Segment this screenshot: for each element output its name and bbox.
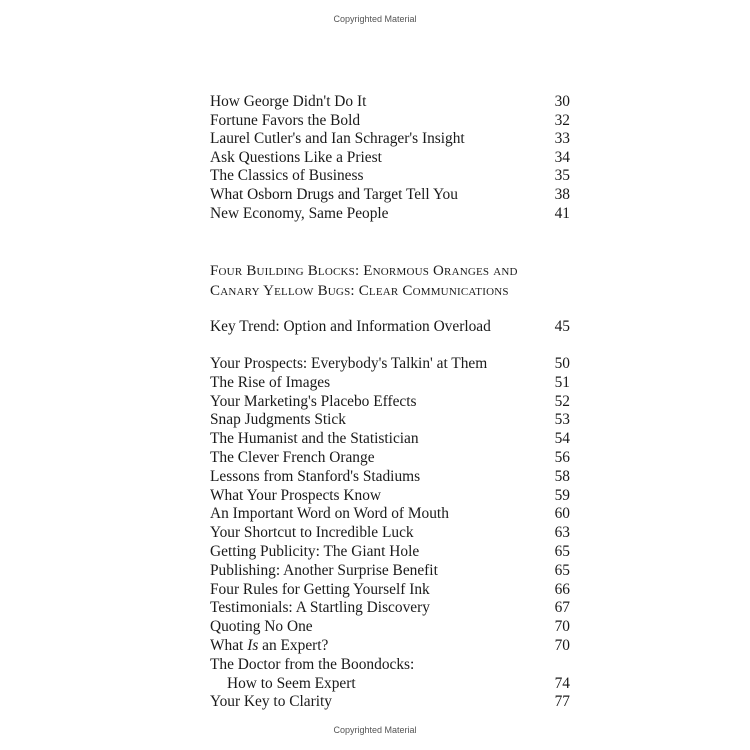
toc-entry[interactable] — [210, 449, 570, 468]
entry-page: 54 — [554, 430, 570, 448]
entry-title: New Economy, Same People — [210, 204, 389, 222]
toc-entry[interactable] — [210, 374, 570, 393]
entry-page: 34 — [554, 148, 570, 166]
entry-title: Getting Publicity: The Giant Hole — [210, 542, 420, 560]
entry-page: 56 — [554, 448, 570, 466]
copyright-notice-top: Copyrighted Material — [333, 14, 417, 24]
chapter-heading-line-2: Canary Yellow Bugs: Clear Communications — [210, 283, 509, 299]
toc-entry[interactable] — [210, 430, 570, 449]
entry-title: How George Didn't Do It — [210, 93, 367, 110]
toc-entry[interactable] — [210, 393, 570, 412]
entry-title-italic: Is — [247, 636, 259, 654]
entry-title: Your Prospects: Everybody's Talkin' at Them — [210, 355, 488, 372]
toc-entry[interactable] — [210, 487, 570, 506]
toc-entry[interactable] — [210, 112, 570, 131]
toc-entry[interactable] — [210, 524, 570, 543]
entry-page: 66 — [554, 580, 570, 598]
entry-page: 77 — [554, 693, 570, 711]
entry-title — [210, 637, 328, 656]
entry-page: 41 — [554, 204, 570, 222]
entry-title: The Classics of Business — [210, 167, 364, 185]
entry-title: Four Rules for Getting Yourself Ink — [210, 580, 430, 598]
toc-entry[interactable] — [210, 205, 570, 224]
entry-title: Ask Questions Like a Priest — [210, 148, 382, 166]
toc-entry[interactable] — [210, 167, 570, 186]
toc-section-2 — [210, 355, 570, 712]
entry-title: Fortune Favors the Bold — [210, 111, 361, 129]
entry-title: What Osborn Drugs and Target Tell You — [210, 185, 458, 203]
entry-title: Your Key to Clarity — [210, 693, 332, 711]
toc-entry[interactable] — [210, 355, 570, 374]
toc-entry[interactable] — [210, 468, 570, 487]
toc-entry[interactable] — [210, 599, 570, 618]
entry-title: What Your Prospects Know — [210, 486, 382, 504]
toc-entry[interactable] — [210, 693, 570, 712]
chapter-heading-line-1: Four Building Blocks: Enormous Oranges and — [210, 263, 518, 279]
entry-title: The Doctor from the Boondocks: — [210, 655, 415, 673]
entry-page: 70 — [554, 618, 570, 636]
entry-title: Your Marketing's Placebo Effects — [210, 392, 417, 410]
entry-page: 30 — [554, 93, 570, 110]
entry-title: Testimonials: A Startling Discovery — [210, 599, 430, 617]
entry-title: How to Seem Expert — [227, 674, 356, 692]
entry-title: The Rise of Images — [210, 373, 331, 391]
toc-entry[interactable] — [210, 656, 570, 675]
entry-page: 58 — [554, 467, 570, 485]
entry-title: Publishing: Another Surprise Benefit — [210, 561, 438, 579]
copyright-notice-bottom: Copyrighted Material — [333, 725, 417, 735]
toc-entry[interactable] — [210, 93, 570, 112]
entry-page: 35 — [554, 167, 570, 185]
entry-title: Your Shortcut to Incredible Luck — [210, 524, 414, 542]
toc-entry[interactable] — [210, 637, 570, 656]
toc-entry[interactable] — [210, 186, 570, 205]
entry-title: An Important Word on Word of Mouth — [210, 505, 449, 523]
key-trend-entry — [210, 318, 570, 337]
entry-title-part: an Expert? — [258, 636, 329, 654]
entry-page: 51 — [554, 373, 570, 391]
toc-entry[interactable] — [210, 562, 570, 581]
entry-page: 45 — [554, 318, 570, 335]
toc-entry[interactable] — [210, 543, 570, 562]
chapter-heading — [210, 261, 518, 301]
entry-page: 38 — [554, 185, 570, 203]
entry-page: 50 — [554, 355, 570, 372]
toc-entry[interactable] — [210, 130, 570, 149]
entry-page: 53 — [554, 411, 570, 429]
entry-title: Quoting No One — [210, 618, 313, 636]
entry-page: 32 — [554, 111, 570, 129]
toc-entry[interactable] — [210, 149, 570, 168]
entry-page: 63 — [554, 524, 570, 542]
entry-page: 70 — [554, 636, 570, 654]
toc-section-1 — [210, 93, 570, 223]
entry-title: Key Trend: Option and Information Overload — [210, 318, 491, 335]
entry-title: Snap Judgments Stick — [210, 411, 346, 429]
entry-title: Lessons from Stanford's Stadiums — [210, 467, 421, 485]
entry-page: 74 — [554, 674, 570, 692]
entry-title: The Clever French Orange — [210, 448, 375, 466]
entry-title-part: What — [210, 636, 248, 654]
toc-entry[interactable] — [210, 675, 570, 694]
entry-page: 52 — [554, 392, 570, 410]
toc-entry[interactable] — [210, 505, 570, 524]
toc-entry[interactable] — [210, 581, 570, 600]
entry-page: 65 — [554, 561, 570, 579]
entry-title: The Humanist and the Statistician — [210, 430, 419, 448]
entry-title: Laurel Cutler's and Ian Schrager's Insight — [210, 130, 465, 148]
toc-entry[interactable] — [210, 618, 570, 637]
entry-page: 65 — [554, 542, 570, 560]
entry-page: 33 — [554, 130, 570, 148]
entry-page: 60 — [554, 505, 570, 523]
toc-entry[interactable] — [210, 318, 570, 337]
toc-entry[interactable] — [210, 411, 570, 430]
entry-page: 59 — [554, 486, 570, 504]
entry-page: 67 — [554, 599, 570, 617]
